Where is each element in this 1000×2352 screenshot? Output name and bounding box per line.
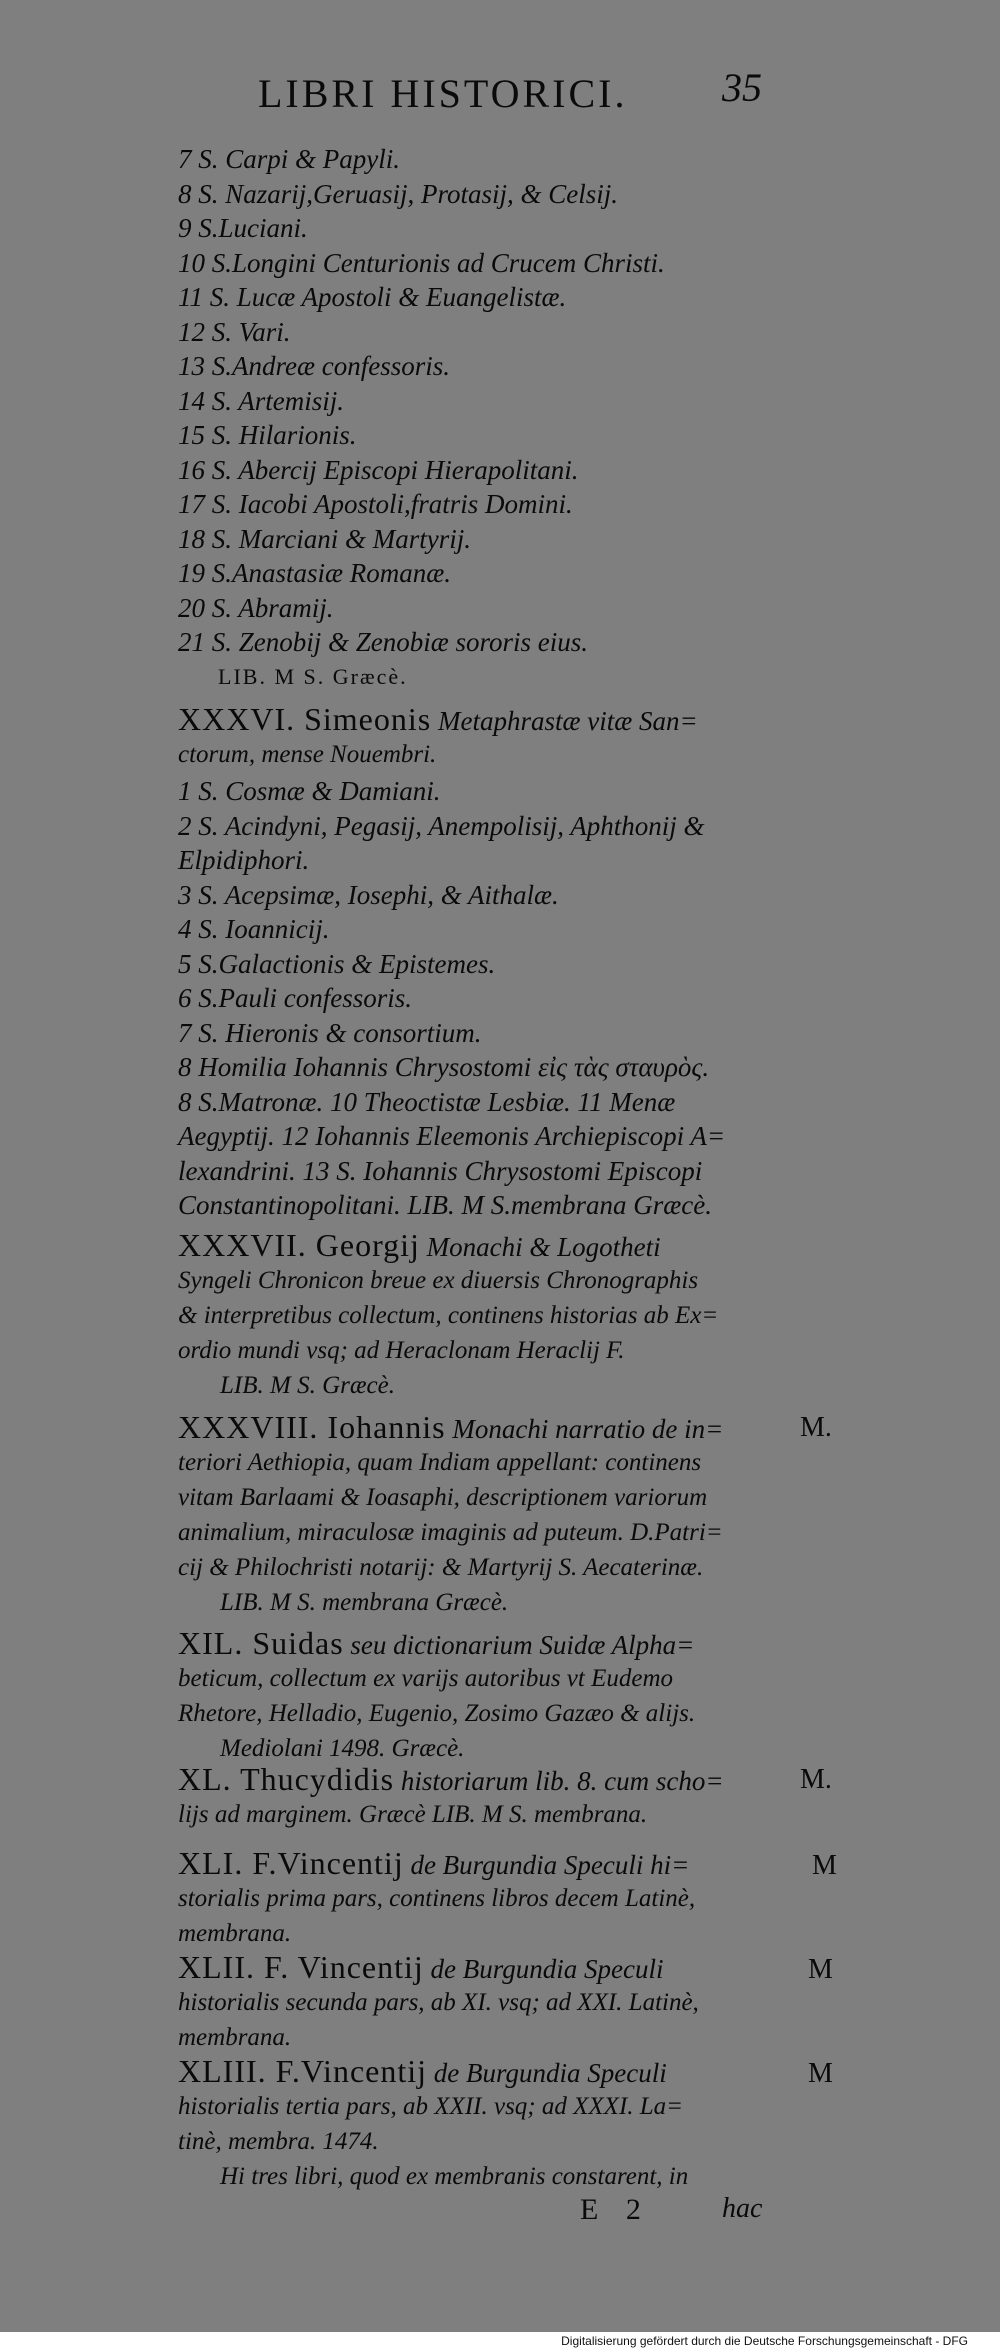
entry-text: LIB. M S. membrana Græcè. xyxy=(220,1589,509,1616)
entry-text: de Burgundia Speculi xyxy=(433,2058,667,2088)
entry-39 xyxy=(178,1626,778,1766)
entry-text: de Burgundia Speculi hi= xyxy=(410,1850,690,1880)
entry-43 xyxy=(178,2054,778,2194)
list-item: 17 S. Iacobi Apostoli,fratris Domini. xyxy=(178,489,573,519)
list-item: 16 S. Abercij Episcopi Hierapolitani. xyxy=(178,454,579,485)
list-item: 9 S.Luciani. xyxy=(178,213,308,243)
entry-38 xyxy=(178,1410,778,1620)
entry-text: animalium, miraculosæ imaginis ad puteum. D.Patri= xyxy=(178,1519,723,1546)
margin-mark: M xyxy=(812,1850,837,1881)
list-item: 21 S. Zenobij & Zenobiæ sororis eius. xyxy=(178,627,589,657)
list-item: 13 S.Andreæ confessoris. xyxy=(178,351,450,381)
saints-list-a xyxy=(178,142,778,694)
margin-mark: M. xyxy=(800,1764,832,1795)
list-item: 14 S. Artemisij. xyxy=(178,385,345,416)
entry-text: Mediolani 1498. Græcè. xyxy=(220,1735,465,1762)
entry-40 xyxy=(178,1762,778,1832)
margin-mark: M xyxy=(808,2058,833,2089)
entry-heading: XLI. F.Vincentij xyxy=(178,1845,404,1881)
list-item: lexandrini. 13 S. Iohannis Chrysostomi Episcopi xyxy=(178,1155,703,1186)
entry-heading: XXXVIII. Iohannis xyxy=(178,1409,446,1445)
entry-36 xyxy=(178,702,778,772)
list-item: 4 S. Ioannicij. xyxy=(178,914,330,944)
list-item: Constantinopolitani. LIB. M S.membrana Græcè. xyxy=(178,1190,712,1220)
list-item: 19 S.Anastasiæ Romanæ. xyxy=(178,558,452,588)
footer-bar xyxy=(0,2332,1000,2352)
entry-text: vitam Barlaami & Ioasaphi, descriptionem variorum xyxy=(178,1484,708,1511)
entry-text: de Burgundia Speculi xyxy=(430,1954,664,1984)
list-item: 3 S. Acepsimæ, Iosephi, & Aithalæ. xyxy=(178,879,559,910)
list-item: 2 S. Acindyni, Pegasij, Anempolisij, Aphthonij & xyxy=(178,810,705,841)
margin-mark: M xyxy=(808,1954,833,1985)
entry-text: Metaphrastæ vitæ San= xyxy=(437,706,698,736)
entry-text: Syngeli Chronicon breue ex diuersis Chronographis xyxy=(178,1267,699,1294)
list-item: 5 S.Galactionis & Epistemes. xyxy=(178,948,496,979)
page-number: 35 xyxy=(722,65,762,110)
entry-text: Rhetore, Helladio, Eugenio, Zosimo Gazæo & alijs. xyxy=(178,1700,696,1727)
entry-41 xyxy=(178,1846,778,1951)
list-item: 12 S. Vari. xyxy=(178,316,291,347)
entry-37 xyxy=(178,1228,778,1403)
list-item: 7 S. Hieronis & consortium. xyxy=(178,1017,482,1048)
entry-text: ordio mundi vsq; ad Heraclonam Heraclij F. xyxy=(178,1337,625,1364)
entry-text: membrana. xyxy=(178,2024,292,2051)
entry-heading: XLIII. F.Vincentij xyxy=(178,2053,428,2089)
entry-text: beticum, collectum ex varijs autoribus vt Eudemo xyxy=(178,1665,674,1692)
running-head: LIBRI HISTORICI. xyxy=(258,71,628,116)
entry-heading: XL. Thucydidis xyxy=(178,1761,395,1797)
list-item: 6 S.Pauli confessoris. xyxy=(178,983,412,1013)
entry-heading: XIL. Suidas xyxy=(178,1625,344,1661)
entry-text: historialis tertia pars, ab XXII. vsq; ad XXXI. La= xyxy=(178,2093,684,2120)
list-item: 1 S. Cosmæ & Damiani. xyxy=(178,776,441,806)
list-item: 8 S. Nazarij,Geruasij, Protasij, & Celsij. xyxy=(178,178,619,209)
entry-text: Monachi & Logotheti xyxy=(426,1232,661,1262)
entry-text: teriori Aethiopia, quam Indiam appellant: continens xyxy=(178,1449,702,1476)
entry-text: storialis prima pars, continens libros decem Latinè, xyxy=(178,1885,696,1912)
catchword: hac xyxy=(722,2193,763,2224)
list-item: 20 S. Abramij. xyxy=(178,592,334,623)
list-item: 10 S.Longini Centurionis ad Crucem Christi. xyxy=(178,247,665,278)
list-item: 11 S. Lucæ Apostoli & Euangelistæ. xyxy=(178,282,567,312)
footer-credit: Digitalisierung gefördert durch die Deutsche Forschungsgemeinschaft - DFG xyxy=(561,2334,968,2348)
entry-text: & interpretibus collectum, continens historias ab Ex= xyxy=(178,1302,719,1329)
list-item: 8 S.Matronæ. 10 Theoctistæ Lesbiæ. 11 Menæ xyxy=(178,1086,676,1117)
margin-mark: M. xyxy=(800,1412,832,1443)
list-item: 18 S. Marciani & Martyrij. xyxy=(178,523,471,554)
entry-text: ctorum, mense Nouembri. xyxy=(178,741,437,768)
entry-text: Hi tres libri, quod ex membranis constarent, in xyxy=(220,2163,689,2190)
entry-42 xyxy=(178,1950,778,2055)
entry-text: membrana. xyxy=(178,1920,292,1947)
entry-text: lijs ad marginem. Græcè LIB. M S. membrana. xyxy=(178,1801,648,1828)
entry-heading: XXXVII. Georgij xyxy=(178,1227,420,1263)
entry-text: cij & Philochristi notarij: & Martyrij S. Aecaterinæ. xyxy=(178,1554,704,1581)
list-item: Aegyptij. 12 Iohannis Eleemonis Archiepiscopi A= xyxy=(178,1121,726,1151)
entry-heading: XLII. F. Vincentij xyxy=(178,1949,424,1985)
entry-text: historialis secunda pars, ab XI. vsq; ad XXI. Latinè, xyxy=(178,1989,699,2016)
entry-text: LIB. M S. Græcè. xyxy=(220,1372,395,1399)
list-item: 8 Homilia Iohannis Chrysostomi εἰς τὰς σταυρὸς. xyxy=(178,1052,710,1082)
shelf-note: LIB. M S. Græcè. xyxy=(218,663,408,689)
entry-text: historiarum lib. 8. cum scho= xyxy=(400,1766,724,1796)
list-item: Elpidiphori. xyxy=(178,845,310,875)
list-item: 15 S. Hilarionis. xyxy=(178,420,357,450)
signature-mark: E 2 xyxy=(580,2193,651,2226)
entry-text: Monachi narratio de in= xyxy=(452,1414,724,1444)
entry-heading: XXXVI. Simeonis xyxy=(178,701,432,737)
saints-list-b xyxy=(178,774,778,1223)
entry-text: seu dictionarium Suidæ Alpha= xyxy=(350,1630,695,1660)
list-item: 7 S. Carpi & Papyli. xyxy=(178,144,400,174)
entry-text: tinè, membra. 1474. xyxy=(178,2128,379,2155)
